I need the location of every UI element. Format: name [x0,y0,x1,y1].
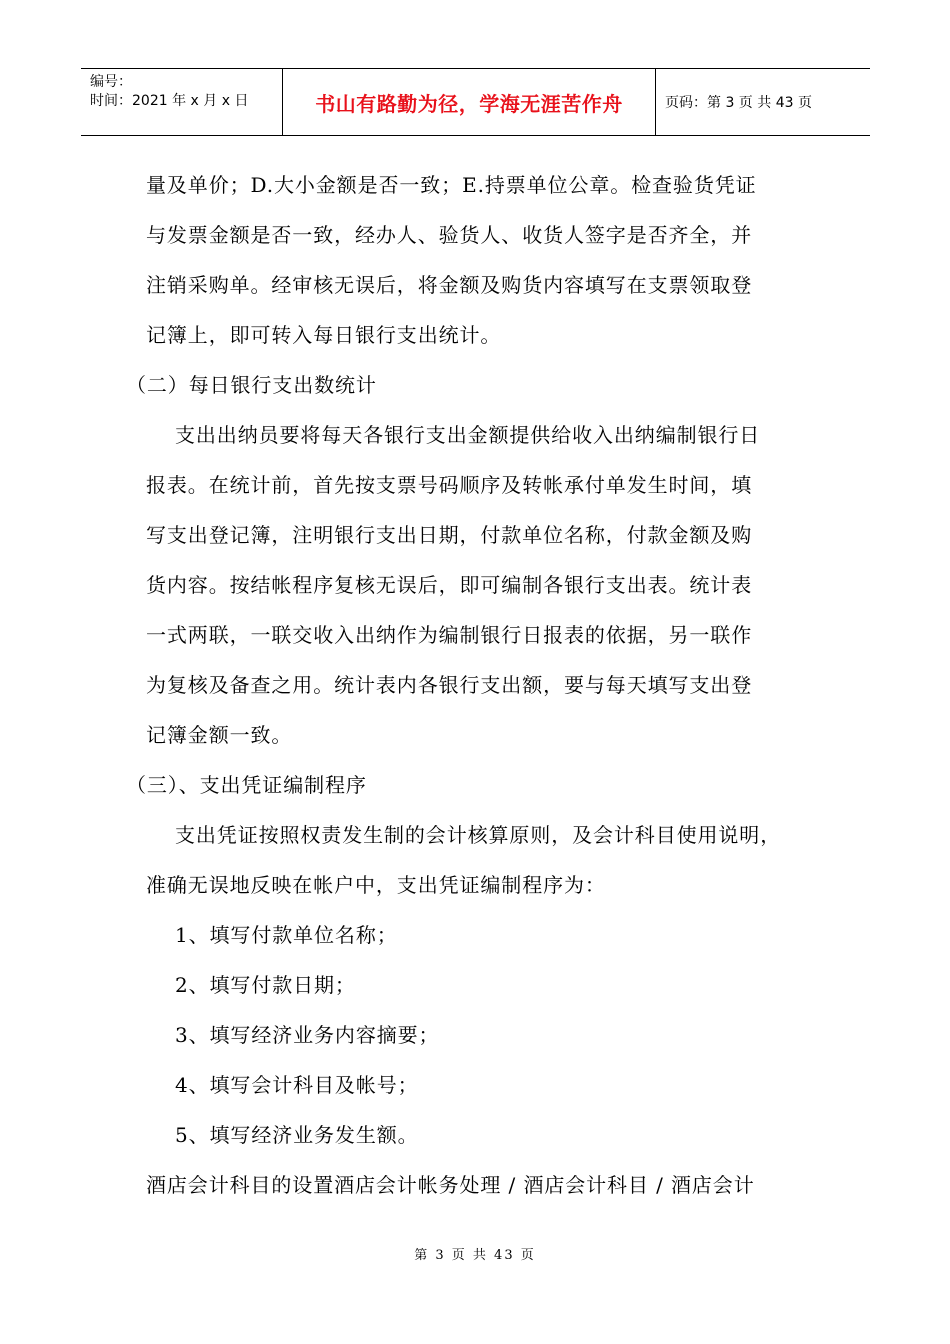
paragraph-line: 记簿金额一致。 [146,723,293,747]
list-item: 4、填写会计科目及帐号； [175,1073,419,1097]
paragraph-line: 支出凭证按照权责发生制的会计核算原则，及会计科目使用说明， [175,823,782,847]
header-page-cell [656,69,870,135]
list-item: 1、填写付款单位名称； [175,923,398,947]
paragraph-line: 量及单价；D.大小金额是否一致；E.持票单位公章。检查验货凭证 [146,173,757,197]
motto-text: 书山有路勤为径，学海无涯苦作舟 [315,91,623,116]
page-footer: 第 3 页 共 43 页 [414,1248,536,1263]
paragraph-line: 记簿上，即可转入每日银行支出统计。 [146,323,502,347]
section-heading: （三）、支出凭证编制程序 [126,773,367,797]
serial-number-label: 编号： [90,74,132,90]
list-item: 2、填写付款日期； [175,973,356,997]
page-info: 页码：第 3 页 共 43 页 [665,95,812,111]
paragraph-line: 支出出纳员要将每天各银行支出金额提供给收入出纳编制银行日 [175,423,761,447]
paragraph-line: 一式两联，一联交收入出纳作为编制银行日报表的依据，另一联作 [146,623,753,647]
paragraph-line: 酒店会计科目的设置酒店会计帐务处理 / 酒店会计科目 / 酒店会计 [146,1173,755,1197]
header-info-cell [81,69,283,135]
paragraph-line: 写支出登记簿，注明银行支出日期，付款单位名称，付款金额及购 [146,523,753,547]
date-label: 时间：2021 年 x 月 x 日 [90,93,249,109]
section-heading: （二）每日银行支出数统计 [126,373,377,397]
list-item: 5、填写经济业务发生额。 [175,1123,419,1147]
paragraph-line: 报表。在统计前，首先按支票号码顺序及转帐承付单发生时间，填 [146,473,753,497]
list-item: 3、填写经济业务内容摘要； [175,1023,440,1047]
paragraph-line: 准确无误地反映在帐户中，支出凭证编制程序为： [146,873,606,897]
document-body [126,160,810,1210]
paragraph-line: 与发票金额是否一致，经办人、验货人、收货人签字是否齐全，并 [146,223,753,247]
paragraph-line: 注销采购单。经审核无误后，将金额及购货内容填写在支票领取登 [146,273,753,297]
header-motto-cell [283,69,656,135]
paragraph-line: 为复核及备查之用。统计表内各银行支出额，要与每天填写支出登 [146,673,753,697]
document-header [81,68,870,136]
paragraph-line: 货内容。按结帐程序复核无误后，即可编制各银行支出表。统计表 [146,573,753,597]
